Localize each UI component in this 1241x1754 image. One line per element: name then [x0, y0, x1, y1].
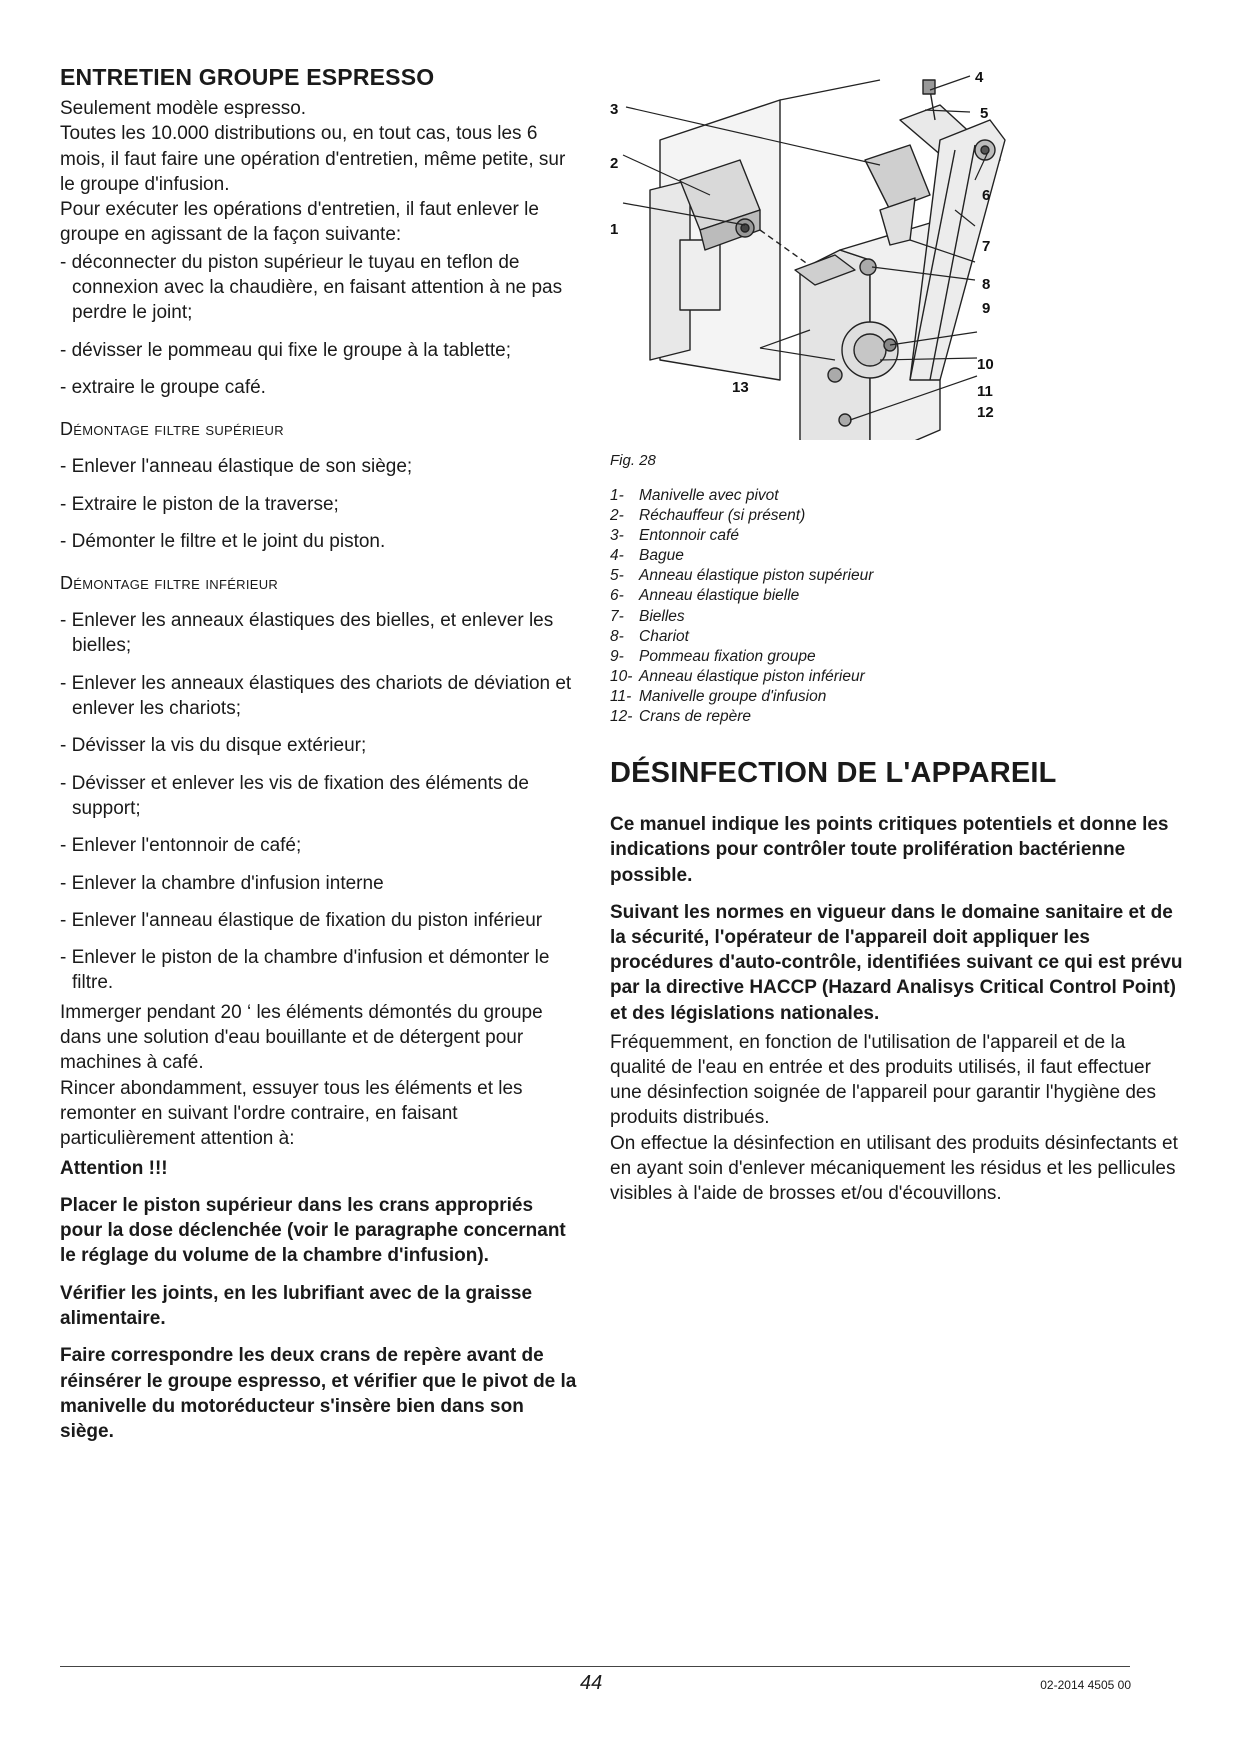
step-item: - dévisser le pommeau qui fixe le groupe à la tablette; — [60, 339, 511, 361]
desinfection-text — [610, 812, 1185, 1206]
section-title-desinfection: DÉSINFECTION DE L'APPAREIL — [610, 757, 1057, 790]
step-item: - Enlever l'anneau élastique de fixation du piston inférieur — [60, 909, 543, 931]
step-item: - Enlever les anneaux élastiques des bielles, et enlever les bielles; — [60, 610, 554, 657]
section-title-entretien: ENTRETIEN GROUPE ESPRESSO — [60, 64, 435, 90]
paragraph: Fréquemment, en fonction de l'utilisation de l'appareil et de la qualité de l'eau en entrée et des produits utilisés, il faut effectuer une désinfection soignée de l'appareil pour garantir l'hygiène des produits distribués. — [610, 1031, 1156, 1129]
legend-item: 8- Chariot — [610, 627, 689, 645]
figure-caption: Fig. 28 — [610, 452, 656, 469]
legend-item: 5- Anneau élastique piston supérieur — [610, 567, 874, 585]
callout-10: 10 — [977, 356, 994, 373]
step-item: - Enlever la chambre d'infusion interne — [60, 872, 384, 894]
step-item: - Enlever l'anneau élastique de son siège; — [60, 456, 413, 478]
outro-line: Immerger pendant 20 ‘ les éléments démontés du groupe dans une solution d'eau bouillante et de détergent pour machines à café. — [60, 1001, 543, 1074]
outro-line: Rincer abondamment, essuyer tous les éléments et les remonter en suivant l'ordre contraire, en faisant particulièrement attention à: — [60, 1077, 523, 1150]
page-number: 44 — [580, 1672, 603, 1694]
warning-item: Placer le piston supérieur dans les crans appropriés pour la dose déclenchée (voir le paragraphe concernant le réglage du volume de la chambre d'infusion). — [60, 1194, 566, 1267]
step-item: - Démonter le filtre et le joint du piston. — [60, 530, 386, 552]
callout-11: 11 — [977, 383, 993, 400]
callout-9: 9 — [982, 300, 991, 317]
bold-paragraph: Ce manuel indique les points critiques potentiels et donne les indications pour contrôler toute prolifération bactérienne possible. — [610, 814, 1169, 886]
legend-item: 6- Anneau élastique bielle — [610, 587, 800, 605]
step-item: - Enlever l'entonnoir de café; — [60, 835, 302, 857]
step-item: - Dévisser la vis du disque extérieur; — [60, 735, 367, 757]
espresso-group-figure — [610, 60, 1185, 440]
callout-13: 13 — [732, 379, 749, 396]
footer-divider — [60, 1666, 1130, 1667]
legend-item: 2- Réchauffeur (si présent) — [610, 507, 806, 525]
document-code: 02-2014 4505 00 — [1040, 1678, 1131, 1692]
callout-5: 5 — [980, 105, 989, 122]
legend-item: 1- Manivelle avec pivot — [610, 487, 779, 504]
attention-label: Attention !!! — [60, 1157, 168, 1179]
warning-item: Faire correspondre les deux crans de repère avant de réinsérer le groupe espresso, et vérifier que le pivot de la manivelle du motoréducteur s'insère bien dans son siège. — [60, 1345, 577, 1443]
intro-line: Seulement modèle espresso. — [60, 98, 307, 119]
step-item: - déconnecter du piston supérieur le tuyau en teflon de connexion avec la chaudière, en faisant attention à ne pas perdre le joint; — [60, 251, 563, 324]
legend-item: 3- Entonnoir café — [610, 527, 739, 545]
step-item: - Dévisser et enlever les vis de fixation des éléments de support; — [60, 772, 529, 819]
legend-item: 11- Manivelle groupe d'infusion — [610, 687, 827, 705]
warning-item: Vérifier les joints, en les lubrifiant avec de la graisse alimentaire. — [60, 1282, 533, 1329]
legend-item: 9- Pommeau fixation groupe — [610, 647, 816, 665]
step-item: - extraire le groupe café. — [60, 376, 266, 398]
subsection-title-filtre-inferieur: Démontage filtre inférieur — [60, 573, 279, 594]
callout-3: 3 — [610, 101, 619, 118]
callout-4: 4 — [975, 69, 984, 86]
step-item: - Enlever le piston de la chambre d'infusion et démonter le filtre. — [60, 947, 550, 994]
step-item: - Enlever les anneaux élastiques des chariots de déviation et enlever les chariots; — [60, 672, 572, 720]
right-column — [610, 60, 1185, 1206]
legend-item: 10- Anneau élastique piston inférieur — [610, 667, 865, 685]
callout-7: 7 — [982, 238, 991, 255]
bold-paragraph: Suivant les normes en vigueur dans le domaine sanitaire et de la sécurité, l'opérateur de l'appareil doit appliquer les procédures d'auto-contrôle, identifiées suivant ce qui est prévu par la directive HACCP (Hazard Analisys Critical Control Point) et des législations nationales. — [610, 901, 1183, 1024]
paragraph: On effectue la désinfection en utilisant des produits désinfectants et en ayant soin d'enlever mécaniquement les résidus et les pellicules visibles à l'aide de brosses et/ou d'écouvillons. — [610, 1132, 1178, 1204]
callout-12: 12 — [977, 404, 994, 421]
intro-line: Pour exécuter les opérations d'entretien, il faut enlever le groupe en agissant de la façon suivante: — [60, 199, 539, 246]
callout-8: 8 — [982, 276, 991, 293]
legend-item: 7- Bielles — [610, 607, 685, 625]
intro-line: Toutes les 10.000 distributions ou, en tout cas, tous les 6 mois, il faut faire une opération d'entretien, même petite, sur le groupe d'infusion. — [60, 123, 566, 195]
legend-item: 4- Bague — [610, 547, 684, 565]
legend-item: 12- Crans de repère — [610, 708, 752, 726]
espresso-group-drawing — [610, 60, 1185, 440]
figure-legend — [610, 486, 1185, 727]
callout-6: 6 — [982, 187, 991, 204]
step-item: - Extraire le piston de la traverse; — [60, 493, 339, 515]
callout-2: 2 — [610, 155, 619, 172]
callout-1: 1 — [610, 221, 619, 238]
subsection-title-filtre-superieur: Démontage filtre supérieur — [60, 419, 284, 440]
left-column — [60, 64, 580, 1444]
